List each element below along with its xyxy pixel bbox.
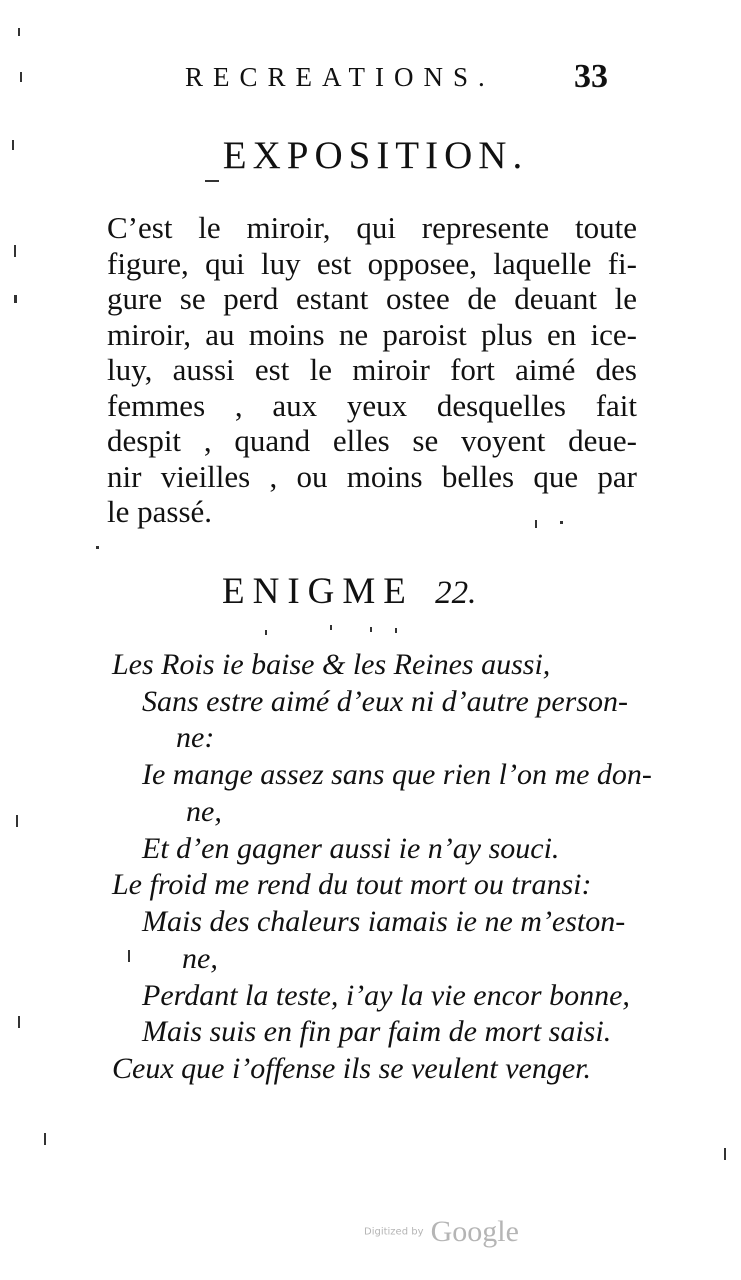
- google-brand: Google: [430, 1215, 519, 1248]
- verse-line: ne,: [182, 942, 218, 975]
- enigme-heading: [222, 570, 476, 613]
- verse-line: Sans estre aimé d’eux ni d’autre person-: [142, 685, 629, 718]
- verse-line: Et d’en gagner aussi ie n’ay souci.: [142, 832, 560, 865]
- enigme-number: 22.: [435, 575, 477, 611]
- exposition-line: luy, aussi est le miroir fort aimé des: [107, 352, 637, 387]
- verse-line: Mais suis en fin par faim de mort saisi.: [142, 1015, 612, 1048]
- enigme-label: ENIGME: [222, 571, 414, 612]
- speck: [128, 950, 130, 962]
- exposition-line: despit , quand elles se voyent deue-: [107, 423, 637, 458]
- speck: [16, 815, 18, 827]
- speck: [330, 625, 332, 630]
- speck: [18, 1016, 20, 1028]
- verse-line: ne,: [186, 795, 222, 828]
- speck: [370, 627, 372, 632]
- page-number: 33: [574, 58, 608, 95]
- speck: [205, 180, 219, 182]
- speck: [395, 628, 397, 633]
- exposition-line: femmes , aux yeux desquelles fait: [107, 387, 637, 423]
- speck: [20, 72, 22, 82]
- speck: [14, 245, 16, 257]
- speck: [96, 546, 99, 549]
- exposition-line: gure se perd estant ostee de deuant le: [107, 281, 637, 316]
- verse-line: Ceux que i’offense ils se veulent venger.: [112, 1052, 592, 1085]
- exposition-line: miroir, au moins ne paroist plus en ice-: [107, 316, 637, 352]
- exposition-line: nir vieilles , ou moins belles que par: [107, 458, 637, 494]
- exposition-line: figure, qui luy est opposee, laquelle fi-: [107, 245, 637, 281]
- verse-line: Les Rois ie baise & les Reines aussi,: [112, 648, 551, 681]
- running-head-title: RECREATIONS.: [185, 62, 495, 92]
- speck: [14, 295, 17, 303]
- exposition-heading: EXPOSITION.: [222, 134, 529, 177]
- speck: [724, 1148, 726, 1160]
- verse-line: Mais des chaleurs iamais ie ne m’eston-: [142, 905, 626, 938]
- exposition-line: C’est le miroir, qui represente toute: [107, 210, 637, 245]
- verse-line: ne:: [176, 721, 215, 754]
- speck: [18, 28, 20, 36]
- speck: [265, 630, 267, 635]
- verse-line: Perdant la teste, i’ay la vie encor bonne,: [142, 979, 630, 1012]
- digitized-watermark: [364, 1215, 519, 1249]
- exposition-line: le passé.: [107, 494, 213, 529]
- speck: [44, 1133, 46, 1145]
- digitized-label: Digitized by: [364, 1226, 424, 1238]
- verse-line: Ie mange assez sans que rien l’on me don-: [142, 758, 652, 791]
- exposition-paragraph: [107, 210, 637, 530]
- verse-line: Le froid me rend du tout mort ou transi:: [112, 868, 592, 901]
